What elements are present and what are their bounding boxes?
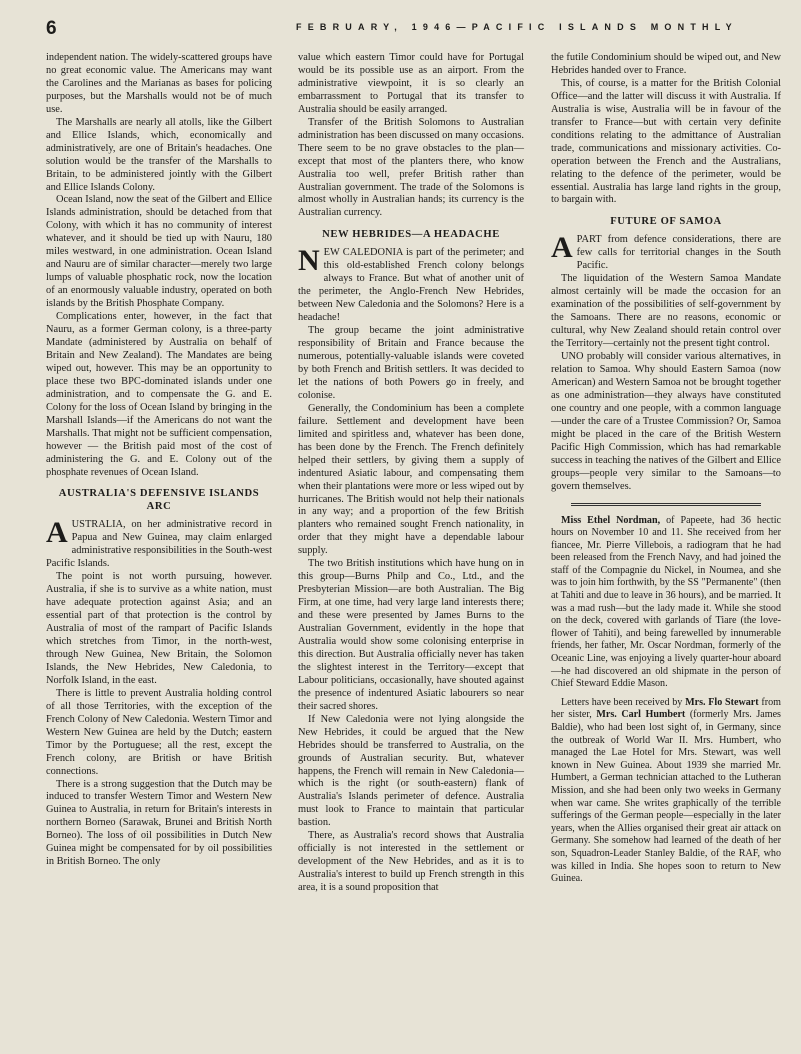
news-notes xyxy=(551,515,781,886)
paragraph: value which eastern Timor could have for Portugal would be its possible use as an airport. From the administrative viewpoint, it is so clearly an embarrassment to Portugal that its transfer to Australia should be easily arranged. xyxy=(298,52,524,115)
paragraph: There is a strong suggestion that the Dutch may be induced to transfer Western Timor and Western New Guinea to Australia, in return for Britain's interests in northern Borneo (Sarawak, Brunei and British North Borneo). The loss of oil possibilities in Dutch New Guinea might be compensated for by oil possibilities in British Borneo. The only xyxy=(46,778,272,868)
paragraph: The Marshalls are nearly all atolls, like the Gilbert and Ellice Islands, which, economically and administratively, are one of Britain's headaches. One solution would be the transfer of the Marshalls to Britain, to be administered jointly with the Gilbert and Ellice Islands Colony. xyxy=(46,116,272,193)
paragraph: The liquidation of the Western Samoa Mandate almost certainly will be made the occasion for an examination of the possibilities of self-government by the Samoans. There are no reasons, economic or cultural, why New Zealand should retain control over the Territory—certainly not the present tight control. xyxy=(551,273,781,350)
paragraph: the futile Condominium should be wiped out, and New Hebrides handed over to France. xyxy=(551,52,781,76)
news-text: of Papeete, had 36 hectic hours on November 10 and 11. She received from her fiancee, Mr. Pierre Villebois, a radiogram that he had been released from the French Navy, and had joined the staff of the Compagnie du Nickel, in Noumea, and she was to join him forthwith, by the SS "Permanente" (then at Tahiti and due to leave in 36 hours), and be married. It was a mad rush—but the lady made it. While she stood on the deck, covered with garlands of Tiare (the love-flower of Tahiti), and being farewelled by innumerable friends, her father, Mr. Oscar Nordman, formerly of the Oceanic Line, was enjoying a lively quarter-hour aboard—he had discovered an old shipmate in the person of Chief Steward Eddie Mason. xyxy=(551,514,781,690)
news-item xyxy=(551,697,781,886)
paragraph: Complications enter, however, in the fact that Nauru, as a former German colony, is a three-party Mandate (administered by Australia on behalf of Britain and New Zealand). The Mandates are being wiped out, however. This may be an opportunity to place these two BPC-dominated islands under one administration, and to compensate the G. and E. Colony for the loss of Ocean Island by bringing in the Marshall Islands—if the Americans do not want the Marshalls. That might not be sufficient compensation, however — the British paid most of the cost of administering the G. and E. Colony out of the phosphate revenues of Ocean Island. xyxy=(46,311,272,478)
paragraph: The point is not worth pursuing, however. Australia, if she is to survive as a white nation, must have adequate protection against Asia; and an essential part of that protection is the control by Australia of most of the rampart of Pacific Islands which stretches from Timor, in the north-west, through New Guinea, New Britain, the Solomon Islands, the New Hebrides, New Caledonia, to Norfolk Island, in the east. xyxy=(46,571,272,686)
paragraph-dropcap xyxy=(46,516,272,571)
paragraph: This, of course, is a matter for the British Colonial Office—and the latter will discuss it with Australia. If Australia is wise, Australia will be in favour of the transfer to France—but with certain very definite conditions relating to the admittance of Australian trade, communications and missionary activities. Co-operation between the French and the Australians, relating to the defence of the perimeter, would be essential. Australia has large land rights in the group, to bargain with. xyxy=(551,77,781,206)
column-1 xyxy=(46,52,272,869)
drop-cap: A xyxy=(551,231,573,265)
news-text: from her sister, xyxy=(551,696,781,721)
person-name: Miss Ethel Nordman, xyxy=(561,514,661,526)
paragraph: Transfer of the British Solomons to Australian administration has been discussed on many occasions. There seem to be no grave obstacles to the plan—except that most of the planters there, who know Australia too well, prefer British rather than Australian government. The trade of the Solomons is almost wholly in Australian hands; its currency is the Australian currency. xyxy=(298,116,524,219)
news-text: Letters have been received by xyxy=(561,696,686,708)
paragraph: The group became the joint administrative responsibility of Britain and France because the numerous, potentially-valuable islands were coveted by both French and British settlers. It was decided to let the nations of both Powers go in freely, and colonise. xyxy=(298,325,524,401)
column-3 xyxy=(551,52,781,886)
drop-cap: N xyxy=(298,244,320,278)
paragraph-text: USTRALIA, on her administrative record in Papua and New Guinea, may claim enlarged administrative responsibilities in the South-west Pacific Islands. xyxy=(46,519,272,570)
paragraph: There, as Australia's record shows that Australia officially is not interested in the settlement or development of the New Hebrides, and as it is to Australia's interest to build up French strength in this area, it is a sound proposition that xyxy=(298,830,524,894)
paragraph: There is little to prevent Australia holding control of all those Territories, with the exception of the French Colony of New Caledonia. Western Timor and Western New Guinea are held by the Dutch; eastern Timor by the Portuguese; all the rest, except the French colony, are British or have British connections. xyxy=(46,687,272,777)
section-heading: NEW HEBRIDES—A HEADACHE xyxy=(322,229,500,241)
news-item xyxy=(551,515,781,691)
page-number: 6 xyxy=(46,18,57,39)
paragraph: The two British institutions which have hung on in this group—Burns Philp and Co., Ltd., and the Presbyterian Mission—are both Australian. The Big Firm, at one time, had very large land interests there; and these were presented by James Burns to the Australian Government, evidently in the hope that Australia would show some colonising enterprise in this direction. But Australia officially never has taken the slightest interest in the Territory—except that Labour politicians, occasionally, have shouted against the presence of indentured Asiatic labourers so near their sacred shores. xyxy=(298,558,524,712)
paragraph: independent nation. The widely-scattered groups have no great economic value. The Americans may want the Carolines and the Marianas as bases for policing purposes, but the Marshalls would not be of much use. xyxy=(46,52,272,115)
person-name: Mrs. Carl Humbert xyxy=(596,709,686,721)
paragraph-text: EW CALEDONIA is part of the perimeter; and this old-established French colony belongs always to France. But what of another unit of the perimeter, the Anglo-French New Hebrides, between New Caledonia and the Solomons? Here is a headache! xyxy=(298,247,524,324)
paragraph: Ocean Island, now the seat of the Gilbert and Ellice Islands administration, should be detached from that Colony, with which it has no community of interest whatever, and it should be tied up with Nauru, 180 miles westward, in one administration. Ocean Island and Nauru are of similar character—merely two large lumps of valuable phosphatic rock, now the location of an enormously valuable industry, operated on both islands by the British Phosphate Company. xyxy=(46,194,272,310)
section-heading: AUSTRALIA'S DEFENSIVE ISLANDS ARC xyxy=(58,488,260,513)
section-divider xyxy=(571,503,761,506)
paragraph-dropcap xyxy=(298,244,524,325)
news-text: (formerly Mrs. James Baldie), who had been lost sight of, in Germany, since the outbreak of World War II. Mrs. Humbert, who managed the Lae Hotel for Mrs. Stewart, was well known in New Guinea. About 1939 she married Mr. Humbert, a German technician attached to the Lutheran Mission, and she had been only two weeks in Germany when war came. She writes graphically of the terrible sufferings of the German people—especially in the later years, when the Allies organised their great air attack on Germany. She somehow had learned of the death of her son, Squadron-Leader Stanley Baldie, of the RAF, who was killed in India. She hopes soon to return to New Guinea. xyxy=(551,709,781,885)
column-2 xyxy=(298,52,524,895)
page-header xyxy=(0,0,801,40)
paragraph: If New Caledonia were not lying alongside the New Hebrides, it could be argued that the New Hebrides should be transferred to Australia, on the grounds of Australian security. But, whatever happens, the French will remain in New Caledonia—which is the right (or south-eastern) flank of Australia's Islands perimeter of defence. Australia must look to France to maintain that particular bastion. xyxy=(298,713,524,829)
paragraph-text: PART from defence considerations, there are few calls for territorial changes in the South Pacific. xyxy=(576,234,781,272)
paragraph-dropcap xyxy=(551,231,781,273)
running-head: FEBRUARY, 1946—PACIFIC ISLANDS MONTHLY xyxy=(296,22,738,32)
drop-cap: A xyxy=(46,516,68,550)
person-name: Mrs. Flo Stewart xyxy=(685,696,759,708)
paragraph: Generally, the Condominium has been a complete failure. Settlement and development have been limited and spiritless and, whatever has been done, has been done by the French. The French definitely helped their settlers, by giving them a supply of indentured Asiatic labour, and compensating them when their plantations were more or less wiped out by hurricanes. The British would not help their nationals in any way; and a proportion of the few British planters who remained sought French nationality, in order that they might have a dependable labour supply. xyxy=(298,402,524,557)
section-heading: FUTURE OF SAMOA xyxy=(610,216,722,228)
paragraph: UNO probably will consider various alternatives, in relation to Samoa. Why should Eastern Samoa (now American) and Western Samoa not be brought together as one administration—they always have constituted one country and one people, with a common language—under the care of a Trustee Commission? Or, Samoa might be placed in the care of the British Western Pacific High Commission, which has had remarkable success in teaching the natives of the Gilbert and Ellice groups—people very similar to the Samoans—to govern themselves. xyxy=(551,351,781,492)
